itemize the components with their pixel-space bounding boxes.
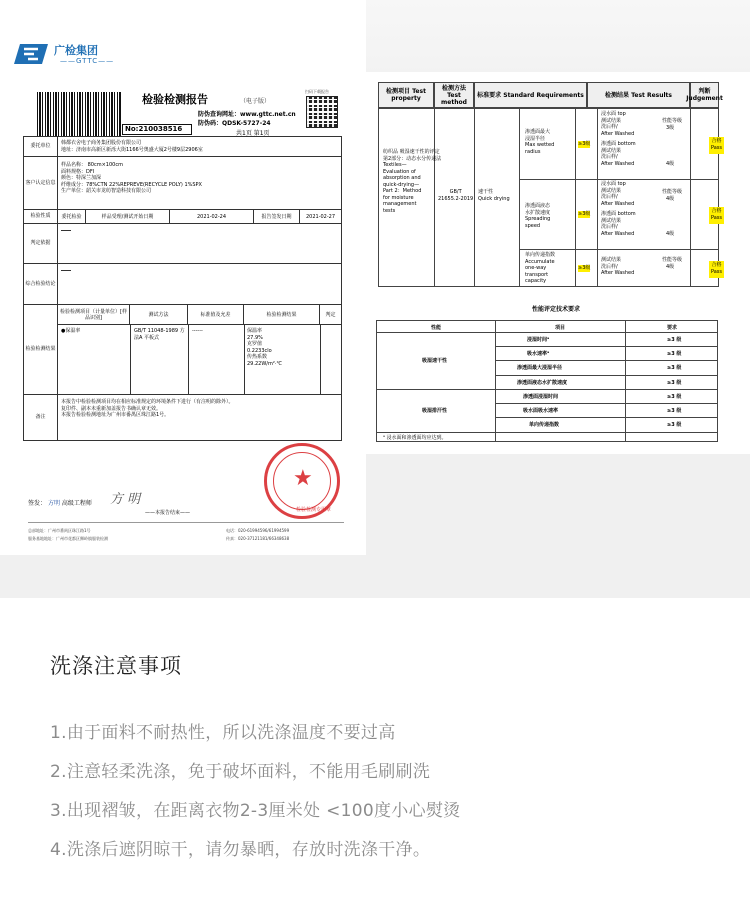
sample-key: 样品名称： (61, 162, 87, 168)
client-name: 韩都衣舍电子商务集团股份有限公司 (61, 140, 142, 146)
divider (495, 346, 717, 347)
sample-key: 面料规格： (61, 168, 87, 175)
header-requirements (474, 82, 587, 108)
req-line: one-way (525, 265, 547, 271)
property-line: management (383, 201, 417, 207)
sub-item: 吸水面吸水速率 (523, 408, 559, 414)
sample-key: 颜色： (61, 175, 77, 181)
method-line: GB/T (449, 189, 462, 195)
logo-abbr: GTTC (76, 57, 99, 65)
req-line: Spreading (525, 216, 551, 222)
grade-value: 4级 (666, 195, 675, 202)
basis-label: 判定依据 (24, 224, 58, 263)
res-line: After Washed (601, 160, 635, 167)
res-line: 测试结果 (601, 217, 622, 224)
req-line: radius (525, 148, 541, 155)
report-edition: （电子版） (240, 98, 271, 105)
sample-val: 80cm×100cm (87, 162, 123, 168)
result-line: 克罗值 (247, 341, 263, 347)
result-line: 27.9% (247, 334, 263, 341)
care-item-2: 2.注意轻柔洗涤，免于破坏面料，不能用毛刷刷洗 (50, 762, 431, 782)
property-line: quick-drying— (383, 181, 420, 188)
sample-value (61, 162, 202, 195)
footer-divider (28, 522, 344, 523)
report-number: No:210038516 (122, 124, 192, 135)
sub-header-item: 项目 (555, 325, 566, 331)
signer (28, 498, 92, 507)
basis-row (24, 224, 341, 264)
remark-line: 本报告中检验检测项目均在相应标准规定的环境条件下进行（有注明的除外）。 (61, 399, 234, 405)
res-line: After Washed (601, 230, 635, 237)
req-line: 水扩散速度 (525, 209, 551, 216)
grade-label: 性能等级 (662, 257, 683, 263)
dates-row (24, 210, 341, 224)
conclusion-dash (61, 270, 71, 271)
divider (575, 109, 576, 286)
sub-req: ≥3 级 (667, 351, 682, 357)
sub-item: 吸水速率ᵃ (527, 351, 550, 357)
req-2 (525, 203, 550, 229)
res-line: 测试结果 (601, 257, 622, 263)
req-3 (525, 252, 555, 285)
footer-phone: 电话：020-61994596/61994599 (226, 528, 290, 533)
std-3: ≥3级 (578, 265, 591, 271)
footer-address: 总部地址：广州市番禺区珠江路1号 (28, 528, 91, 533)
col-tolerance: 标准值及允差 (188, 305, 244, 325)
sub-req: ≥3 级 (667, 422, 682, 428)
grade-1b: 4级 (666, 161, 675, 167)
req-line: transport (525, 271, 549, 278)
grade-3 (662, 257, 682, 270)
signer-name: 方明 (47, 500, 60, 507)
req-line: capacity (525, 278, 547, 284)
category-line: Quick drying (478, 195, 510, 202)
res-line: 洗后样/ (601, 124, 618, 130)
judge-cn: 合格 (711, 138, 722, 144)
req-line: 单向传递指数 (525, 252, 556, 258)
divider (495, 321, 496, 441)
client-row (24, 137, 341, 157)
divider (519, 109, 520, 286)
sub-header-requirement: 要求 (667, 325, 678, 331)
std-2: ≥3级 (578, 211, 591, 217)
basis-dash (61, 230, 71, 231)
judge-en: Pass (710, 215, 723, 221)
res-1 (601, 111, 636, 167)
result-line: 传热系数 (247, 354, 268, 360)
category-text (478, 189, 510, 202)
handwritten-signature: 方 明 (110, 492, 141, 507)
anticounterfeit-code: 防伪码：QDSK-5727-24 (198, 120, 271, 127)
result-line: 0.2233clo (247, 347, 272, 354)
property-text (383, 149, 441, 214)
client-address: 地址：济南市高新区新泺大街1166号奥盛大厦2号楼9层2906室 (61, 146, 203, 153)
sub-note: ᵃ 浸水面和渗透面均应达到。 (383, 435, 447, 441)
result-item: ●保温率 (61, 328, 81, 334)
header-property (378, 82, 434, 108)
grade-2 (662, 189, 682, 202)
report-page: 共1页 第1页 (236, 130, 270, 137)
sample-val: 特深兰加深 (76, 175, 102, 181)
divider (377, 389, 717, 390)
result-values (247, 328, 282, 367)
std-1: ≥3级 (578, 141, 591, 147)
sample-line (61, 188, 202, 195)
res-line: 浸水面 top (601, 181, 626, 187)
divider (495, 403, 717, 404)
divider (519, 179, 719, 180)
col-item: 检验检测项目（计量单位）[样品识别] (58, 305, 130, 325)
judge-2 (709, 207, 724, 224)
result-line: 29.22W/m²·℃ (247, 360, 283, 367)
divider (188, 325, 189, 395)
sub-item: 单向传递指数 (529, 422, 560, 428)
res-line: 洗后样/ (601, 194, 618, 200)
care-item-3: 3.出现褶皱，在距离衣物2-3厘米处 <100度小心熨烫 (50, 801, 461, 821)
sub-item: 渗透面最大浸湿半径 (517, 365, 563, 371)
remark-line: 本报告检验检测地址为广州市番禺区珠江路1号。 (61, 412, 170, 418)
sub-item: 渗透面液态水扩散速度 (517, 380, 568, 386)
property-line: Evaluation of (383, 168, 416, 175)
judge-cn: 合格 (711, 208, 722, 214)
header-method (434, 82, 474, 108)
property-line: 纺织品 吸湿速干性的评定 (383, 149, 440, 155)
conclusion-label: 综合检验结论 (24, 264, 58, 304)
divider (244, 325, 245, 395)
header-text: 标准要求 Standard Requirements (477, 91, 584, 99)
grade-label: 性能等级 (662, 118, 683, 124)
col-method: 测试方法 (130, 305, 188, 325)
sample-val: 韶关市龙纺智造科技有限公司 (86, 188, 152, 194)
results-row (24, 305, 341, 395)
divider (495, 375, 717, 376)
report-table (23, 136, 342, 441)
sub-req: ≥3 级 (667, 337, 682, 343)
care-item-1: 1.由于面料不耐热性，所以洗涤温度不要过高 (50, 723, 396, 743)
res-line: 渗透面 bottom (601, 211, 636, 217)
res-2 (601, 181, 636, 237)
judge-en: Pass (710, 145, 723, 151)
col-judge: 判定 (320, 305, 341, 325)
method-text (438, 189, 473, 202)
header-text: 检测方法 Test method (441, 84, 467, 106)
judge-1 (709, 137, 724, 154)
res-line: 洗后样/ (601, 263, 618, 270)
res-line: 测试结果 (601, 147, 622, 154)
care-title: 洗涤注意事项 (50, 654, 182, 678)
qr-caption: 扫码下载报告 (305, 89, 329, 94)
divider (625, 321, 626, 441)
result-tolerance: ------ (192, 328, 203, 334)
category-line: 速干性 (478, 189, 494, 195)
property-line: Textiles— (383, 162, 407, 168)
res-line: 测试结果 (601, 187, 622, 194)
group-sweat: 吸湿排汗性 (422, 408, 448, 414)
judge-cn: 合格 (711, 262, 722, 268)
sub-header-property: 性能 (431, 325, 442, 331)
remarks-text (61, 399, 234, 419)
property-line: absorption and (383, 175, 421, 181)
property-line: for moisture (383, 194, 414, 201)
header-text: 判断 Judgement (686, 88, 723, 102)
req-line: 浸湿半径 (525, 135, 546, 142)
report-end: ——本报告结束—— (145, 510, 191, 516)
sample-row (24, 157, 341, 210)
sub-req: ≥3 级 (667, 408, 682, 414)
header-text: 检测项目 Test property (386, 88, 426, 102)
conclusion-row (24, 264, 341, 305)
seal-star-icon: ★ (293, 466, 313, 491)
requirements-table (376, 320, 718, 442)
method-line: 21655.2-2019 (438, 195, 474, 202)
divider (130, 325, 131, 395)
issue-date: 2021-02-27 (305, 213, 336, 220)
req-line: 渗透面液态 (525, 203, 551, 209)
req-line: 渗透面最大 (525, 129, 551, 135)
standard-requirements (366, 72, 750, 454)
judge-en: Pass (710, 269, 723, 275)
sample-val: DFI (86, 168, 95, 175)
divider (597, 109, 598, 286)
sub-item: 浸湿时间ᵃ (527, 337, 550, 343)
received-label: 样品受理/测试开始日期 (86, 210, 170, 223)
res-3 (601, 257, 634, 277)
divider (495, 417, 717, 418)
grade-2b: 4级 (666, 231, 675, 237)
divider (690, 109, 691, 286)
req-line: speed (525, 222, 541, 229)
req-1 (525, 129, 554, 155)
judge-3 (709, 261, 724, 278)
results-label: 检验检测结果 (24, 305, 58, 394)
res-line: 测试结果 (601, 117, 622, 124)
sample-key: 生产单位： (61, 188, 87, 194)
requirements-title: 性能评定技术要求 (532, 306, 581, 313)
res-line: After Washed (601, 130, 635, 137)
header-text: 检测结果 Test Results (604, 91, 672, 99)
footer-base: 服务基地地址：广州市花都区狮岭镇服装检测 (28, 536, 108, 541)
client-value (61, 140, 203, 153)
grade-1 (662, 118, 682, 131)
res-line: 渗透面 bottom (601, 141, 636, 147)
col-result: 检验检测结果 (244, 305, 320, 325)
res-line: 洗后样/ (601, 154, 618, 160)
remarks-row (24, 395, 341, 440)
type-label: 检验性质 (24, 210, 58, 223)
sub-item: 渗透面浸湿时间 (523, 394, 559, 400)
remarks-label: 备注 (24, 395, 58, 440)
seal-sub-text: 检验检测专用章 (296, 507, 332, 513)
req-line: Max wetted (525, 142, 555, 148)
query-site: 防伪查询网址：www.gttc.net.cn (198, 111, 296, 118)
divider (377, 432, 717, 433)
qr-code (306, 96, 338, 128)
report-title: 检验检测报告 (142, 93, 208, 106)
divider (320, 325, 321, 395)
res-line: After Washed (601, 200, 635, 207)
client-label: 委托单位 (24, 137, 58, 156)
header-judgement (686, 82, 723, 108)
logo-name-en: ——GTTC—— (60, 57, 115, 65)
res-line: After Washed (601, 270, 635, 276)
sample-key: 纤维成分： (61, 181, 87, 188)
sample-val: 78%CTN 22%REPREVE(RECYCLE POLY) 1%SPX (86, 181, 202, 188)
gttc-logo-icon (14, 42, 48, 66)
results-table (378, 108, 723, 287)
res-line: 浸水面 top (601, 111, 626, 117)
res-line: 洗后样/ (601, 224, 618, 230)
group-quick-dry: 吸湿速干性 (422, 358, 448, 364)
property-line: tests (383, 207, 396, 214)
sub-req: ≥3 级 (667, 380, 682, 386)
result-line: 保温率 (247, 328, 263, 334)
care-item-4: 4.洗涤后遮阴晾干，请勿暴晒，存放时洗涤干净。 (50, 840, 431, 860)
property-line: Part 2：Method (383, 188, 422, 194)
logo-name-cn: 广检集团 (54, 44, 98, 57)
type-value: 委托检验 (58, 210, 86, 223)
sub-req: ≥3 级 (667, 365, 682, 371)
barcode (37, 92, 122, 136)
divider (519, 249, 719, 250)
divider (474, 109, 475, 286)
report-meta (198, 110, 296, 128)
signer-label: 签发： (28, 500, 47, 507)
remark-line: 复印件、副本未重新加盖报告书确认章无效。 (61, 405, 162, 412)
grade-label: 性能等级 (662, 189, 683, 195)
property-line: 第2部分：动态水分传递法 (383, 155, 442, 162)
result-method: GB/T 11048-1989 方法A 平板式 (134, 328, 185, 341)
sample-label: 客户认定信息 (24, 157, 58, 209)
issue-label: 报告签发日期 (254, 210, 300, 223)
grade-value: 4级 (666, 263, 675, 270)
sub-req: ≥3 级 (667, 394, 682, 400)
divider (377, 332, 717, 333)
received-date: 2021-02-24 (170, 210, 254, 223)
header-results (587, 82, 690, 108)
grade-value: 3级 (666, 124, 675, 131)
footer-fax: 传真：020-37121181/66348638 (226, 536, 290, 541)
signer-title: 高级工程师 (61, 500, 92, 507)
inspection-report (0, 0, 366, 555)
req-line: Accumulate (525, 258, 555, 265)
divider (495, 360, 717, 361)
